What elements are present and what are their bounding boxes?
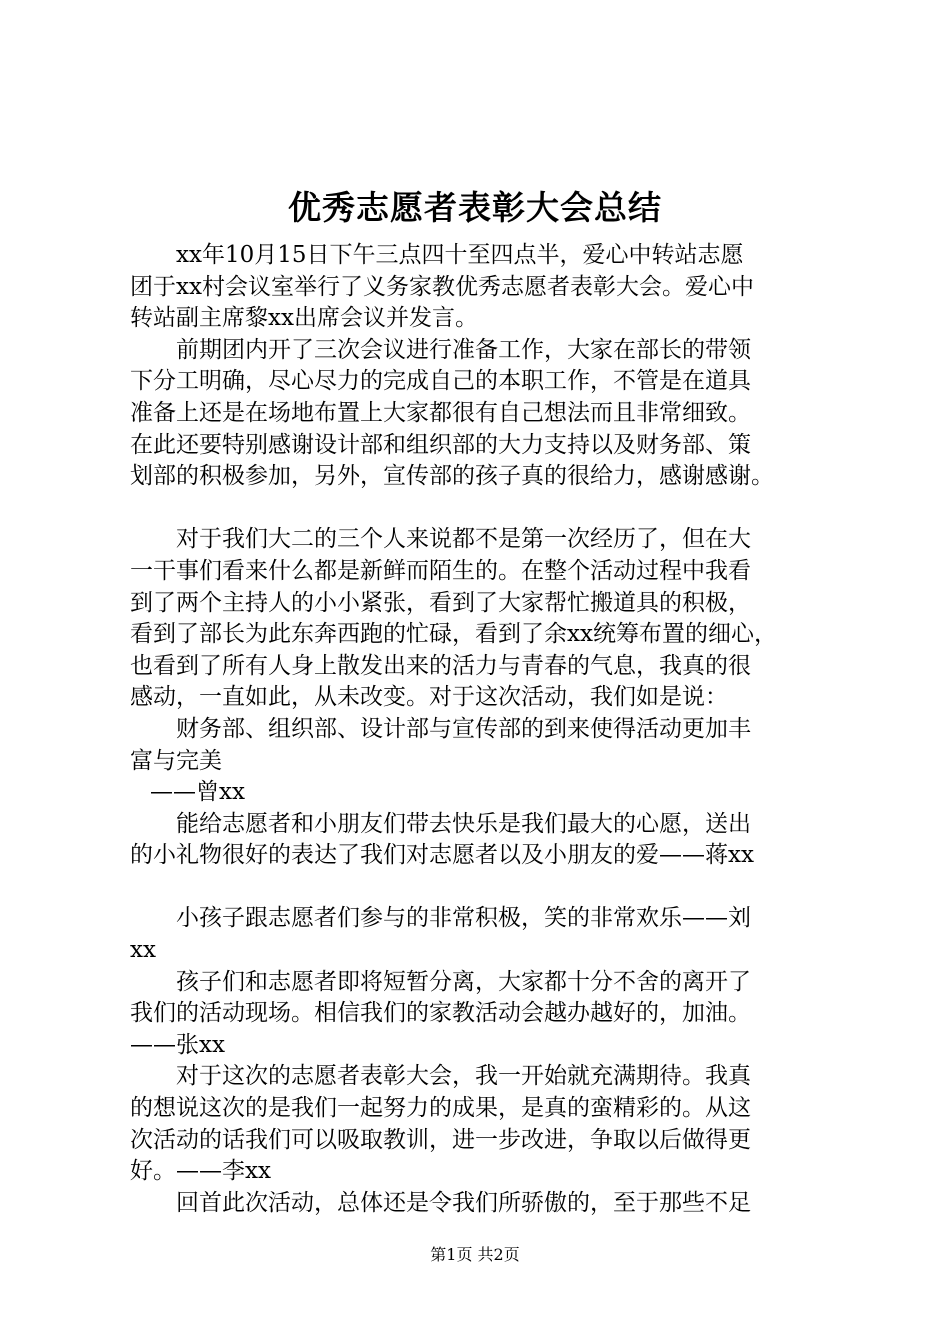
paragraph-quote-li: 对于这次的志愿者表彰大会，我一开始就充满期待。我真 的想说这次的是我们一起努力的成果，是真的蛮精彩的。从这 次活动的话我们可以吸取教训，进一步改进，争取以后做得更 好。——李xx (130, 1063, 751, 1185)
paragraph-experience: 对于我们大二的三个人来说都不是第一次经历了，但在大 一干事们看来什么都是新鲜而陌生的。在整个活动过程中我看 到了两个主持人的小小紧张，看到了大家帮忙搬道具的积极， 看到了部长为此东奔西跑的忙碌，看到了余xx统筹布置的细心， 也看到了所有人身上散发出来的活力与青春的气息，我真的很 感动，一直如此，从未改变。对于这次活动，我们如是说： (130, 526, 777, 711)
paragraph-preparation: 前期团内开了三次会议进行准备工作，大家在部长的带领 下分工明确，尽心尽力的完成自己的本职工作，不管是在道具 准备上还是在场地布置上大家都很有自己想法而且非常细致。 在此还要特别感谢设计部和组织部的大力支持以及财务部、策 划部的积极参加，另外，宣传部的孩子真的很给力，感谢感谢。 (130, 336, 774, 490)
blank-line (130, 872, 836, 904)
paragraph-review: 回首此次活动，总体还是令我们所骄傲的，至于那些不足 (176, 1189, 751, 1216)
paragraph-intro: xx年10月15日下午三点四十至四点半，爱心中转站志愿 团于xx村会议室举行了义务家教优秀志愿者表彰大会。爱心中 转站副主席黎xx出席会议并发言。 (130, 242, 754, 332)
paragraph-quote-liu: 小孩子跟志愿者们参与的非常积极，笑的非常欢乐——刘 xx (130, 905, 751, 964)
page-number-footer: 第1页 共2页 (430, 1245, 520, 1264)
quote-signature-zeng: ——曾xx (150, 779, 245, 806)
paragraph-quote-jiang: 能给志愿者和小朋友们带去快乐是我们最大的心愿，送出 的小礼物很好的表达了我们对志愿者以及小朋友的爱——蒋xx (130, 810, 754, 869)
blank-line (130, 493, 836, 525)
document-title: 优秀志愿者表彰大会总结 (288, 188, 662, 227)
paragraph-quote-departments: 财务部、组织部、设计部与宣传部的到来使得活动更加丰 富与完美 (130, 715, 751, 774)
document-body (130, 240, 836, 1219)
paragraph-quote-zhang: 孩子们和志愿者即将短暂分离，大家都十分不舍的离开了 我们的活动现场。相信我们的家教活动会越办越好的，加油。 ——张xx (130, 968, 751, 1058)
